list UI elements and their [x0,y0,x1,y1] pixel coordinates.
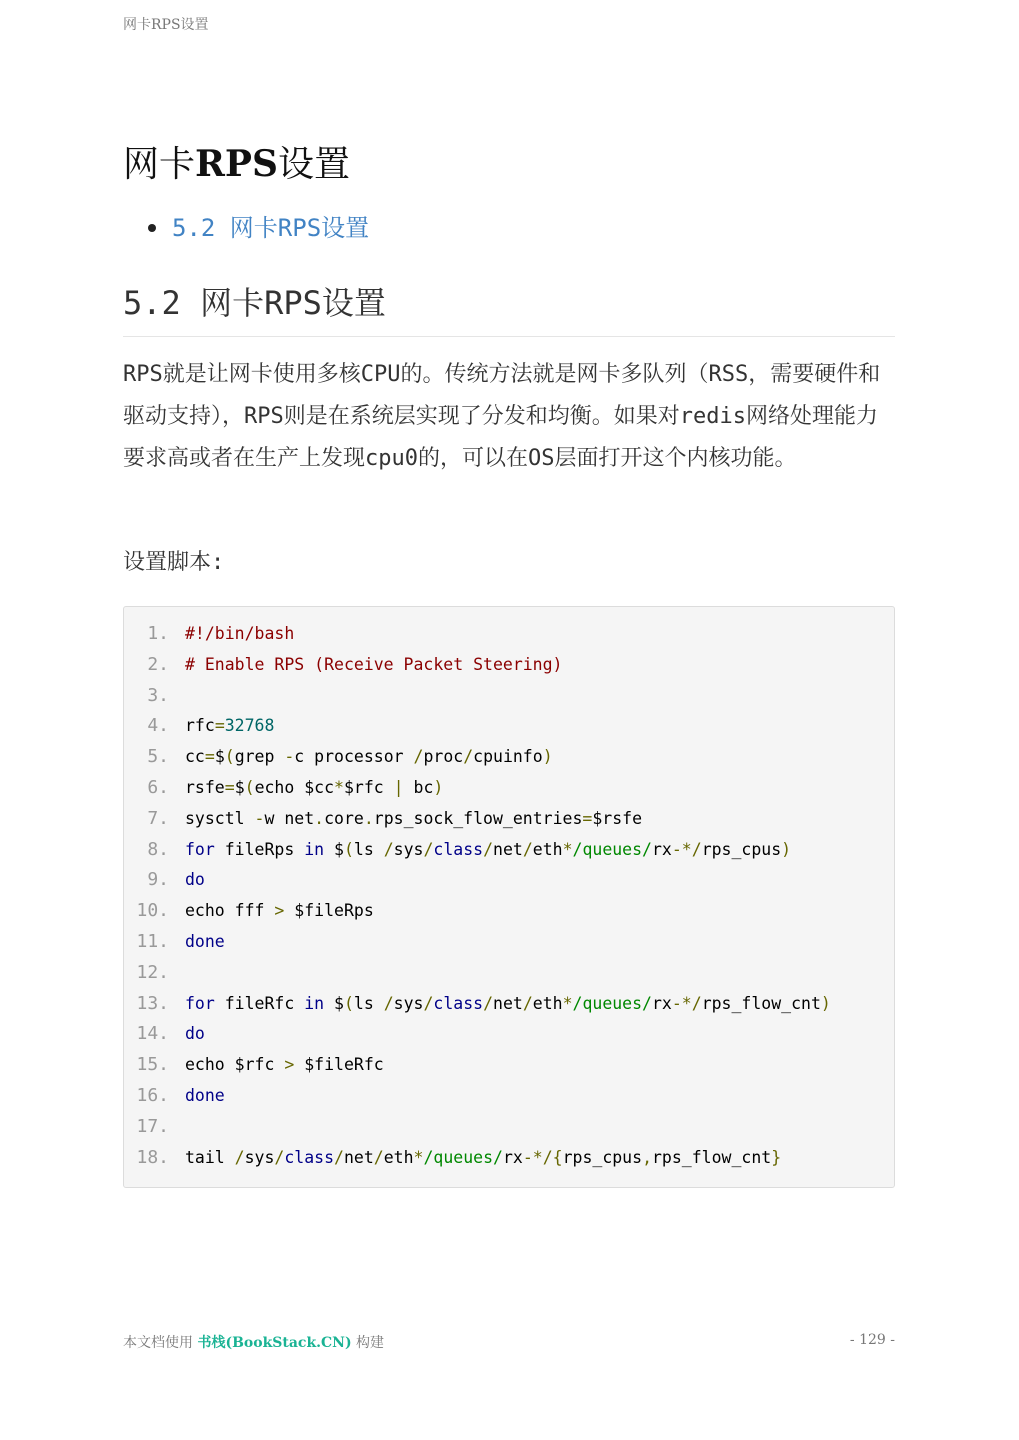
code-text: ls [353,993,384,1013]
line-number: 2. [147,653,169,675]
code-text: rx [652,839,672,859]
code-text: $rfc [343,777,394,797]
code-keyword: class [284,1147,335,1167]
code-line [124,619,894,650]
code-path: /queues/ [572,993,652,1013]
code-text: cpuinfo [473,747,543,767]
code-text: $ [324,993,344,1013]
table-of-contents [148,208,369,248]
line-number: 7. [147,807,169,829]
code-operator: . [314,808,325,828]
bookstack-link[interactable]: 书栈(BookStack.CN) [197,1335,352,1351]
footer-credit [123,1332,384,1352]
code-text: sys [244,1147,275,1167]
code-operator: / [234,1147,245,1167]
code-text: $ [324,839,344,859]
code-operator: / [383,993,394,1013]
code-operator: ( [343,839,354,859]
code-text: echo $cc [254,777,335,797]
code-line [124,804,894,835]
code-operator: / [413,747,424,767]
code-line [124,1019,894,1050]
code-operator: ) [781,839,792,859]
code-text: eth [532,839,563,859]
code-text: tail [185,1147,235,1167]
code-operator: - [284,747,295,767]
code-text: core [324,808,364,828]
code-text: $fileRfc [294,1055,384,1075]
code-operator: > [274,901,285,921]
code-comment: # Enable RPS (Receive Packet Steering) [185,654,563,674]
code-line [124,989,894,1020]
script-label: 设置脚本: [123,550,225,575]
code-operator: / [483,993,494,1013]
line-number: 11. [136,930,169,952]
code-operator: = [214,716,225,736]
line-number: 16. [136,1084,169,1106]
code-text: net [493,993,523,1013]
code-keyword: class [433,993,484,1013]
intro-paragraph: RPS就是让网卡使用多核CPU的。传统方法就是网卡多队列（RSS，需要硬件和驱动支持），RPS则是在系统层实现了分发和均衡。如果对redis网络处理能力要求高或者在生产上发现cpu0的，可以在OS层面打开这个内核功能。 [123,362,881,471]
code-text: rps_cpus [701,839,782,859]
code-operator: -*/{ [522,1147,563,1167]
code-operator: > [284,1055,295,1075]
code-line [124,1143,894,1174]
code-operator: / [373,1147,384,1167]
code-operator: * [334,777,344,797]
code-operator: / [522,993,533,1013]
code-text: $rsfe [592,808,643,828]
code-operator: } [771,1147,782,1167]
code-keyword: for [185,993,215,1013]
code-text: echo fff [185,901,275,921]
code-text: sys [393,993,424,1013]
code-operator: , [642,1147,652,1167]
code-line [124,773,894,804]
code-line [124,927,894,958]
toc-item [148,208,369,248]
line-number: 9. [147,869,169,891]
code-text: $ [234,777,245,797]
code-line [124,1112,894,1143]
line-number: 14. [136,1023,169,1045]
code-operator: / [423,839,434,859]
line-number: 13. [136,992,169,1014]
code-operator: = [204,747,215,767]
code-text: eth [383,1147,414,1167]
code-line [124,835,894,866]
code-text: net [343,1147,374,1167]
code-text: $fileRps [284,901,374,921]
page-title [123,140,350,189]
section-heading: 5.2 网卡RPS设置 [123,278,895,337]
code-operator: -*/ [671,993,702,1013]
code-text: rsfe [185,777,225,797]
code-keyword: in [304,839,325,859]
code-operator: ( [224,747,235,767]
code-keyword: do [185,870,205,890]
code-lines [124,607,894,1173]
code-operator: ( [343,993,354,1013]
code-operator: ) [542,747,553,767]
code-line [124,711,894,742]
code-text: $ [214,747,225,767]
code-line [124,681,894,712]
code-keyword: for [185,839,215,859]
code-line [124,1050,894,1081]
title-bold: RPS [195,143,279,185]
code-keyword: done [185,931,225,951]
line-number: 3. [147,684,169,706]
code-text: rx [502,1147,523,1167]
code-text: c processor [294,747,414,767]
page-number: - 129 - [849,1332,895,1348]
code-operator: -*/ [671,839,702,859]
code-operator: * [562,839,573,859]
code-text: echo $rfc [185,1055,285,1075]
code-text: rps_cpus [562,1147,643,1167]
code-operator: / [522,839,533,859]
code-path: /queues/ [572,839,652,859]
code-operator: / [274,1147,285,1167]
code-text: rps_flow_cnt [652,1147,772,1167]
code-keyword: in [304,993,325,1013]
code-line [124,896,894,927]
line-number: 6. [147,776,169,798]
code-line [124,865,894,896]
code-operator: . [363,808,374,828]
code-text: w net [264,808,315,828]
line-number: 8. [147,838,169,860]
code-text: rfc [185,716,215,736]
code-text: rx [652,993,672,1013]
code-line [124,1081,894,1112]
code-text: sysctl [185,808,255,828]
code-text: fileRfc [214,993,305,1013]
running-header: 网卡RPS设置 [123,17,209,33]
code-operator: = [224,777,235,797]
code-keyword: class [433,839,484,859]
code-text: cc [185,747,205,767]
code-operator: - [254,808,265,828]
code-operator: = [582,808,593,828]
code-text: sys [393,839,424,859]
title-prefix: 网卡 [123,144,196,185]
code-text: fileRps [214,839,305,859]
code-operator: / [334,1147,344,1167]
toc-link-5-2[interactable]: 5.2 网卡RPS设置 [172,214,370,242]
code-number: 32768 [224,716,275,736]
code-operator: / [383,839,394,859]
code-line [124,650,894,681]
code-keyword: do [185,1024,205,1044]
line-number: 1. [147,623,169,644]
code-text: net [493,839,523,859]
code-keyword: done [185,1085,225,1105]
code-operator: / [423,993,434,1013]
code-comment: #!/bin/bash [185,624,295,643]
code-operator: ) [433,777,444,797]
code-line [124,742,894,773]
code-line [124,958,894,989]
footer-prefix: 本文档使用 [123,1335,198,1351]
line-number: 15. [136,1054,169,1076]
footer-suffix: 构建 [351,1335,385,1351]
line-number: 18. [136,1146,169,1168]
code-operator: ) [820,993,831,1013]
code-text: eth [532,993,563,1013]
code-text: rps_flow_cnt [701,993,821,1013]
line-number: 12. [136,961,169,983]
code-path: /queues/ [423,1147,503,1167]
code-operator: / [483,839,494,859]
code-operator: / [463,747,474,767]
code-text: ls [353,839,384,859]
code-operator: * [562,993,573,1013]
line-number: 17. [136,1115,169,1137]
code-text: proc [423,747,464,767]
line-number: 4. [147,715,169,737]
line-number: 5. [147,746,169,768]
code-operator: ( [244,777,255,797]
code-operator: | [393,777,404,797]
code-operator: * [413,1147,424,1167]
code-text: bc [403,777,434,797]
code-block [123,606,895,1188]
code-text: grep [234,747,285,767]
code-text: rps_sock_flow_entries [373,808,583,828]
line-number: 10. [136,900,169,922]
title-suffix: 设置 [278,144,351,185]
